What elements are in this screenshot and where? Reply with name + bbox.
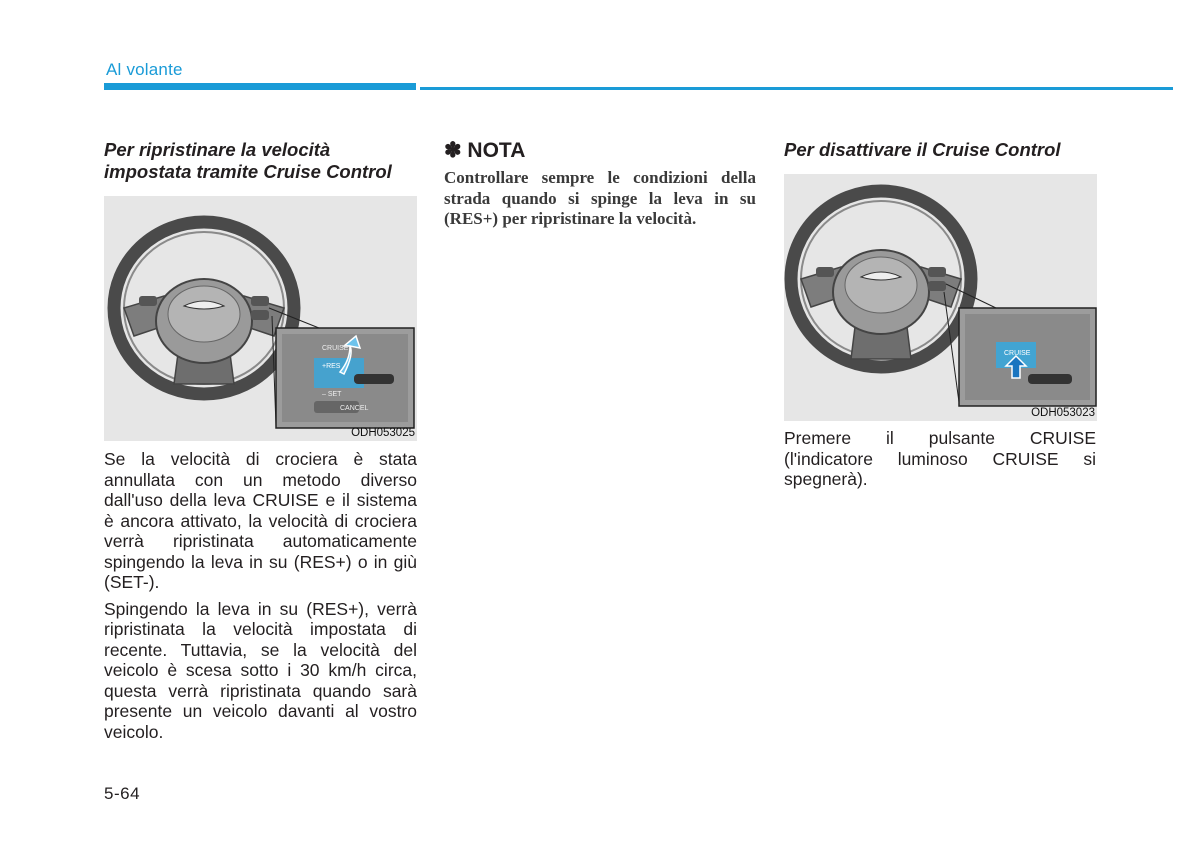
steering-wheel-illustration [104,196,417,441]
cruise-button-label: CRUISE [322,345,349,352]
steering-wheel-figure-res [104,196,417,441]
right-subheading: Per disattivare il Cruise Control [784,139,1061,160]
left-body [104,449,417,748]
paragraph: Se la velocità di crociera è stata annullata con un metodo diverso dall'uso della leva CRUISE e il sistema è ancora attivato, la velocità di crociera verrà ripristinata automaticamente spingendo la leva in su (RES+) o in giù (SET-). [104,449,417,592]
paragraph: Spingendo la leva in su (RES+), verrà ripristinata la velocità impostata di recente. Tuttavia, se la velocità del veicolo è scesa sotto i 30 km/h circa, questa verrà ripristinata quando sarà presente un veicolo davanti al vostro veicolo. [104,598,417,742]
figure-code: ODH053023 [1031,407,1095,419]
cancel-label: CANCEL [340,405,369,412]
nota-text: Controllare sempre le condizioni della strada quando si spinge la leva in su (RES+) per ripristinare la velocità. [444,168,756,228]
figure-code: ODH053025 [351,427,415,439]
steering-wheel-illustration [784,174,1097,421]
nota-title: ✽ NOTA [444,139,526,162]
paragraph: Premere il pulsante CRUISE (l'indicatore luminoso CRUISE si spegnerà). [784,428,1096,489]
left-subheading: Per ripristinare la velocità impostata tramite Cruise Control [104,139,392,182]
res-label: +RES [322,363,341,370]
steering-wheel-figure-cruise [784,174,1097,421]
header-bar-thick [104,83,416,90]
right-body [784,428,1096,496]
cruise-button-label: CRUISE [1004,350,1031,357]
set-label: – SET [322,391,342,398]
header-bar-thin [420,87,1173,90]
section-title: Al volante [106,60,183,79]
page-number: 5-64 [104,784,141,803]
